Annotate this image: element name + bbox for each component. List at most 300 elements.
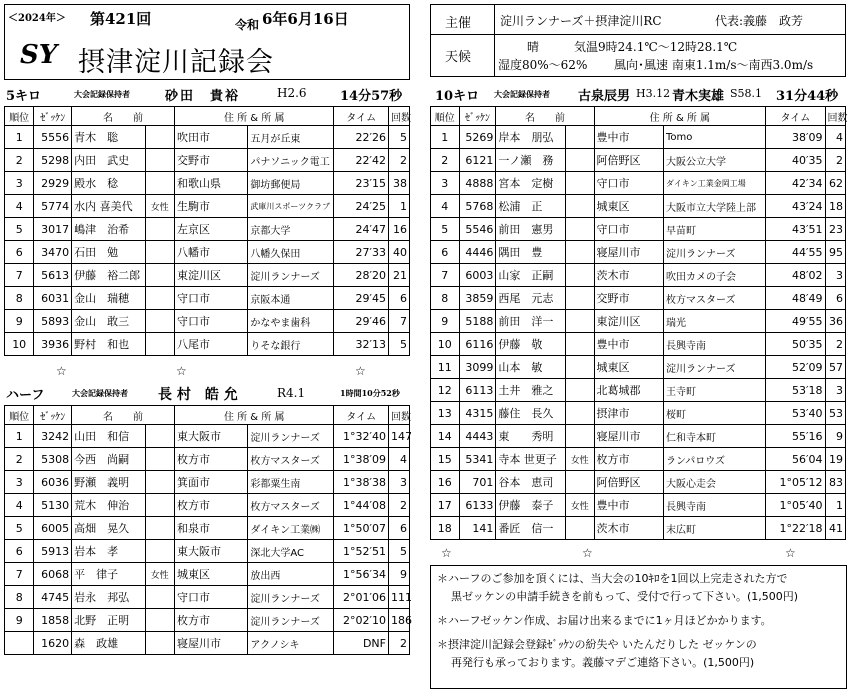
cell-bib: 5546 bbox=[459, 218, 496, 241]
table-row bbox=[431, 172, 846, 195]
cell-note bbox=[565, 218, 594, 241]
column-header-count: 回数 bbox=[825, 107, 846, 126]
table-row bbox=[5, 540, 410, 563]
column-header-name: 名 前 bbox=[72, 406, 175, 425]
cell-bib: 3936 bbox=[34, 333, 72, 356]
cell-time: 29′45 bbox=[334, 287, 389, 310]
cell-time: 42′34 bbox=[766, 172, 825, 195]
cell-count: 7 bbox=[388, 310, 409, 333]
cell-time: 43′51 bbox=[766, 218, 825, 241]
cell-time: 53′40 bbox=[766, 402, 825, 425]
star-1: ☆ bbox=[56, 364, 67, 378]
cell-club: 御坊郵便局 bbox=[248, 172, 334, 195]
cell-rank: 9 bbox=[5, 609, 34, 632]
cell-rank: 4 bbox=[5, 195, 34, 218]
table-row bbox=[431, 264, 846, 287]
edition-year: ＜2024年＞ bbox=[8, 13, 66, 24]
representative: 代表:義藤 政芳 bbox=[715, 14, 804, 28]
cell-name: 西尾 元志 bbox=[496, 287, 566, 310]
header-right-vdivider bbox=[494, 4, 495, 77]
cell-rank: 10 bbox=[431, 333, 460, 356]
cell-club: 長興寺南 bbox=[664, 333, 766, 356]
cell-club: 淀川ランナーズ bbox=[248, 586, 334, 609]
cell-count: 19 bbox=[825, 448, 846, 471]
cell-time: 32′13 bbox=[334, 333, 389, 356]
cell-bib: 3470 bbox=[34, 241, 72, 264]
cell-time: 55′16 bbox=[766, 425, 825, 448]
half-label: ハーフ bbox=[6, 388, 45, 403]
cell-bib: 1620 bbox=[34, 632, 72, 655]
cell-bib: 5269 bbox=[459, 126, 496, 149]
cell-count: 9 bbox=[388, 563, 409, 586]
cell-note bbox=[145, 586, 174, 609]
cell-club: 枚方マスターズ bbox=[248, 494, 334, 517]
table-row bbox=[431, 517, 846, 540]
wind: 風向･風速 南東1.1m/s～南西3.0m/s bbox=[614, 58, 814, 72]
cell-time: 27′33 bbox=[334, 241, 389, 264]
cell-count: 62 bbox=[825, 172, 846, 195]
cell-count: 95 bbox=[825, 241, 846, 264]
cell-rank: 3 bbox=[5, 172, 34, 195]
table-row bbox=[5, 264, 410, 287]
cell-bib: 1858 bbox=[34, 609, 72, 632]
cell-name: 水内 喜美代 bbox=[72, 195, 145, 218]
cell-club: 淀川ランナーズ bbox=[664, 356, 766, 379]
cell-city: 生駒市 bbox=[174, 195, 247, 218]
cell-rank: 8 bbox=[5, 586, 34, 609]
table-row bbox=[431, 356, 846, 379]
header-right-divider bbox=[430, 34, 846, 35]
cell-bib: 5298 bbox=[34, 149, 72, 172]
cell-note: 女性 bbox=[145, 195, 174, 218]
cell-count: 83 bbox=[825, 471, 846, 494]
cell-time: 53′18 bbox=[766, 379, 825, 402]
cell-city: 八幡市 bbox=[174, 241, 247, 264]
cell-note bbox=[565, 172, 594, 195]
cell-count: 111 bbox=[388, 586, 409, 609]
cell-name: 岩永 邦弘 bbox=[72, 586, 145, 609]
cell-club: 五月が丘東 bbox=[248, 126, 334, 149]
cell-name: 平 律子 bbox=[72, 563, 145, 586]
cell-bib: 5768 bbox=[459, 195, 496, 218]
cell-count: 186 bbox=[388, 609, 409, 632]
km10-record-year: H3.12 bbox=[636, 87, 671, 100]
half-record-time: 1時間10分52秒 bbox=[340, 388, 400, 398]
cell-city: 守口市 bbox=[174, 310, 247, 333]
cell-name: 谷本 恵司 bbox=[496, 471, 566, 494]
cell-count: 38 bbox=[388, 172, 409, 195]
cell-name: 岸本 朋弘 bbox=[496, 126, 566, 149]
cell-rank: 5 bbox=[5, 218, 34, 241]
cell-club: 大阪市立大学陸上部 bbox=[664, 195, 766, 218]
cell-club: 末広町 bbox=[664, 517, 766, 540]
cell-name: 今西 尚嗣 bbox=[72, 448, 145, 471]
cell-count: 2 bbox=[388, 494, 409, 517]
star-5: ☆ bbox=[582, 546, 593, 560]
cell-rank: 7 bbox=[431, 264, 460, 287]
cell-bib: 4443 bbox=[459, 425, 496, 448]
table-row bbox=[431, 241, 846, 264]
half-results-table bbox=[4, 405, 410, 655]
table-row bbox=[5, 448, 410, 471]
cell-rank: 6 bbox=[431, 241, 460, 264]
cell-name: 高畑 晃久 bbox=[72, 517, 145, 540]
cell-time: 48′02 bbox=[766, 264, 825, 287]
cell-club: パナソニック電工 bbox=[248, 149, 334, 172]
cell-bib: 3099 bbox=[459, 356, 496, 379]
cell-bib: 6121 bbox=[459, 149, 496, 172]
cell-note bbox=[145, 425, 174, 448]
cell-count: 36 bbox=[825, 310, 846, 333]
cell-time: 1°50′07 bbox=[334, 517, 389, 540]
column-header-name: 名 前 bbox=[496, 107, 594, 126]
cell-club: ダイキン工業金岡工場 bbox=[664, 172, 766, 195]
cell-time: 52′09 bbox=[766, 356, 825, 379]
km10-label: 10キロ bbox=[435, 89, 480, 104]
half-record-year: R4.1 bbox=[277, 386, 306, 400]
cell-bib: 4888 bbox=[459, 172, 496, 195]
cell-count: 41 bbox=[825, 517, 846, 540]
cell-count: 4 bbox=[825, 126, 846, 149]
cell-rank: 11 bbox=[431, 356, 460, 379]
cell-rank: 1 bbox=[5, 425, 34, 448]
cell-note bbox=[565, 149, 594, 172]
cell-bib: 3859 bbox=[459, 287, 496, 310]
cell-count: 5 bbox=[388, 540, 409, 563]
cell-time: 22′26 bbox=[334, 126, 389, 149]
half-record-label: 大会記録保持者 bbox=[72, 388, 128, 398]
cell-club: 長興寺南 bbox=[664, 494, 766, 517]
note-1b: 黒ゼッケンの申請手続きを前もって、受付で行って下さい。(1,500円) bbox=[451, 590, 799, 603]
cell-count: 3 bbox=[825, 379, 846, 402]
star-6: ☆ bbox=[785, 546, 796, 560]
cell-note: 女性 bbox=[565, 494, 594, 517]
column-header-time: タイム bbox=[334, 107, 389, 126]
cell-note bbox=[565, 471, 594, 494]
cell-city: 吹田市 bbox=[174, 126, 247, 149]
table-row bbox=[5, 632, 410, 655]
cell-rank: 6 bbox=[5, 241, 34, 264]
cell-city: 茨木市 bbox=[594, 517, 664, 540]
cell-city: 東大阪市 bbox=[174, 425, 247, 448]
cell-city: 城東区 bbox=[174, 563, 247, 586]
cell-time: 2°01′06 bbox=[334, 586, 389, 609]
cell-bib: 701 bbox=[459, 471, 496, 494]
table-row bbox=[5, 586, 410, 609]
table-row bbox=[5, 609, 410, 632]
cell-name: 伊藤 裕二郎 bbox=[72, 264, 145, 287]
cell-bib: 5130 bbox=[34, 494, 72, 517]
table-row bbox=[5, 471, 410, 494]
cell-name: 土井 雅之 bbox=[496, 379, 566, 402]
cell-name: 嶋津 治希 bbox=[72, 218, 145, 241]
cell-city: 東大阪市 bbox=[174, 540, 247, 563]
cell-rank: 3 bbox=[5, 471, 34, 494]
cell-count: 16 bbox=[388, 218, 409, 241]
cell-city: 守口市 bbox=[594, 172, 664, 195]
cell-note bbox=[565, 310, 594, 333]
table-row bbox=[431, 126, 846, 149]
cell-count: 57 bbox=[825, 356, 846, 379]
table-row bbox=[5, 241, 410, 264]
km5-results-table bbox=[4, 106, 410, 356]
cell-count: 6 bbox=[388, 517, 409, 540]
cell-bib: 6068 bbox=[34, 563, 72, 586]
column-header-bib: ｾﾞｯｹﾝ bbox=[459, 107, 496, 126]
cell-bib: 5774 bbox=[34, 195, 72, 218]
cell-note bbox=[565, 126, 594, 149]
cell-name: 寺本 世更子 bbox=[496, 448, 566, 471]
cell-count: 3 bbox=[388, 471, 409, 494]
cell-count: 2 bbox=[388, 149, 409, 172]
table-row bbox=[431, 149, 846, 172]
cell-rank: 12 bbox=[431, 379, 460, 402]
cell-note: 女性 bbox=[145, 563, 174, 586]
cell-count: 2 bbox=[388, 632, 409, 655]
cell-club: 放出西 bbox=[248, 563, 334, 586]
cell-note: 女性 bbox=[565, 448, 594, 471]
table-row bbox=[5, 126, 410, 149]
cell-city: 北葛城郡 bbox=[594, 379, 664, 402]
cell-name: 野瀬 義明 bbox=[72, 471, 145, 494]
cell-name: 岩本 孝 bbox=[72, 540, 145, 563]
table-row bbox=[431, 425, 846, 448]
cell-note bbox=[565, 241, 594, 264]
cell-rank: 13 bbox=[431, 402, 460, 425]
km10-record-year-2: S58.1 bbox=[730, 87, 763, 100]
cell-club: Tomo bbox=[664, 126, 766, 149]
cell-rank: 2 bbox=[5, 149, 34, 172]
table-row bbox=[431, 310, 846, 333]
cell-city: 枚方市 bbox=[174, 448, 247, 471]
cell-name: 内田 武史 bbox=[72, 149, 145, 172]
cell-note bbox=[565, 287, 594, 310]
km10-record-holder: 古泉辰男 bbox=[578, 89, 631, 104]
cell-bib: 4315 bbox=[459, 402, 496, 425]
star-2: ☆ bbox=[176, 364, 187, 378]
cell-club: 淀川ランナーズ bbox=[248, 264, 334, 287]
column-header-time: タイム bbox=[766, 107, 825, 126]
cell-bib: 6113 bbox=[459, 379, 496, 402]
cell-rank: 7 bbox=[5, 563, 34, 586]
cell-count: 2 bbox=[825, 333, 846, 356]
cell-count: 1 bbox=[388, 195, 409, 218]
organizer-label: 主催 bbox=[445, 16, 472, 31]
cell-rank: 8 bbox=[5, 287, 34, 310]
star-3: ☆ bbox=[355, 364, 366, 378]
page-title: 摂津淀川記録会 bbox=[78, 47, 274, 78]
cell-bib: 5188 bbox=[459, 310, 496, 333]
cell-club: 武庫川スポーツクラブ bbox=[248, 195, 334, 218]
cell-club: ダイキン工業㈱ bbox=[248, 517, 334, 540]
cell-count: 3 bbox=[825, 264, 846, 287]
column-header-bib: ｾﾞｯｹﾝ bbox=[34, 406, 72, 425]
cell-note bbox=[565, 402, 594, 425]
column-header-address: 住 所 & 所 属 bbox=[594, 107, 766, 126]
cell-name: 前田 憲男 bbox=[496, 218, 566, 241]
cell-note bbox=[145, 287, 174, 310]
cell-name: 森 政雄 bbox=[72, 632, 145, 655]
event-date: 6年6月16日 bbox=[262, 10, 349, 28]
column-header-address: 住 所 & 所 属 bbox=[174, 107, 333, 126]
cell-city: 寝屋川市 bbox=[594, 241, 664, 264]
humidity: 湿度80%～62% bbox=[498, 58, 588, 72]
cell-note bbox=[565, 264, 594, 287]
cell-city: 豊中市 bbox=[594, 494, 664, 517]
table-row bbox=[431, 333, 846, 356]
cell-city: 茨木市 bbox=[594, 264, 664, 287]
cell-name: 一ノ瀬 務 bbox=[496, 149, 566, 172]
cell-club: 淀川ランナーズ bbox=[248, 609, 334, 632]
cell-time: 24′25 bbox=[334, 195, 389, 218]
edition-number: 第421回 bbox=[90, 10, 152, 28]
table-row bbox=[431, 471, 846, 494]
cell-bib: 3242 bbox=[34, 425, 72, 448]
table-row bbox=[5, 333, 410, 356]
cell-rank: 10 bbox=[5, 333, 34, 356]
column-header-rank: 順位 bbox=[431, 107, 460, 126]
table-row bbox=[431, 195, 846, 218]
table-row bbox=[431, 402, 846, 425]
cell-city: 豊中市 bbox=[594, 333, 664, 356]
cell-club: 仁和寺本町 bbox=[664, 425, 766, 448]
table-row bbox=[5, 172, 410, 195]
cell-time: 1°52′51 bbox=[334, 540, 389, 563]
table-row bbox=[431, 287, 846, 310]
column-header-rank: 順位 bbox=[5, 107, 34, 126]
column-header-rank: 順位 bbox=[5, 406, 34, 425]
cell-note bbox=[145, 172, 174, 195]
cell-time: 1°22′18 bbox=[766, 517, 825, 540]
star-4: ☆ bbox=[441, 546, 452, 560]
cell-note bbox=[565, 195, 594, 218]
weather-label: 天候 bbox=[445, 50, 472, 65]
table-row bbox=[5, 218, 410, 241]
cell-name: 山家 正嗣 bbox=[496, 264, 566, 287]
km10-record-time: 31分44秒 bbox=[776, 89, 839, 104]
cell-bib: 5913 bbox=[34, 540, 72, 563]
cell-city: 寝屋川市 bbox=[594, 425, 664, 448]
cell-rank: 2 bbox=[431, 149, 460, 172]
cell-city: 東淀川区 bbox=[594, 310, 664, 333]
cell-club: かなやま歯科 bbox=[248, 310, 334, 333]
cell-note bbox=[145, 126, 174, 149]
table-row bbox=[5, 195, 410, 218]
cell-city: 守口市 bbox=[174, 287, 247, 310]
cell-note bbox=[145, 241, 174, 264]
cell-time: 2°02′10 bbox=[334, 609, 389, 632]
column-header-count: 回数 bbox=[388, 406, 409, 425]
cell-rank: 9 bbox=[431, 310, 460, 333]
cell-name: 野村 和也 bbox=[72, 333, 145, 356]
cell-count: 5 bbox=[388, 126, 409, 149]
table-row bbox=[431, 448, 846, 471]
cell-note bbox=[145, 264, 174, 287]
cell-count: 5 bbox=[388, 333, 409, 356]
cell-time: 40′35 bbox=[766, 149, 825, 172]
cell-bib: 5556 bbox=[34, 126, 72, 149]
cell-club: 淀川ランナーズ bbox=[664, 241, 766, 264]
cell-name: 伊藤 敬 bbox=[496, 333, 566, 356]
cell-club: 瑞光 bbox=[664, 310, 766, 333]
cell-time: 1°44′08 bbox=[334, 494, 389, 517]
cell-bib: 6036 bbox=[34, 471, 72, 494]
organizer: 淀川ランナーズ＋摂津淀川RC bbox=[500, 14, 662, 28]
cell-bib: 5613 bbox=[34, 264, 72, 287]
cell-bib: 6133 bbox=[459, 494, 496, 517]
cell-note bbox=[565, 425, 594, 448]
note-2: ＊ハーフゼッケン作成、お届け出来るまでに1ヶ月ほどかかります。 bbox=[437, 614, 772, 627]
cell-rank: 4 bbox=[431, 195, 460, 218]
cell-rank: 8 bbox=[431, 287, 460, 310]
km5-record-year: H2.6 bbox=[277, 86, 307, 100]
column-header-time: タイム bbox=[334, 406, 389, 425]
cell-city: 城東区 bbox=[594, 195, 664, 218]
cell-note bbox=[145, 310, 174, 333]
notes-box bbox=[430, 565, 847, 689]
cell-name: 松浦 正 bbox=[496, 195, 566, 218]
cell-name: 伊藤 泰子 bbox=[496, 494, 566, 517]
cell-name: 番匠 信一 bbox=[496, 517, 566, 540]
table-row bbox=[5, 494, 410, 517]
cell-bib: 3017 bbox=[34, 218, 72, 241]
cell-bib: 4446 bbox=[459, 241, 496, 264]
cell-club: アクノシキ bbox=[248, 632, 334, 655]
cell-count: 40 bbox=[388, 241, 409, 264]
cell-city: 守口市 bbox=[594, 218, 664, 241]
km10-record-holder-2: 青木実雄 bbox=[672, 89, 725, 104]
cell-rank bbox=[5, 632, 34, 655]
cell-club: 大阪心走会 bbox=[664, 471, 766, 494]
note-3b: 再発行も承っております。義藤マデご連絡下さい。(1,500円) bbox=[451, 656, 755, 669]
cell-count: 21 bbox=[388, 264, 409, 287]
note-3a: ＊摂津淀川記録会登録ｾﾞｯｹﾝの紛失や いたんだりした ゼッケンの bbox=[437, 638, 757, 651]
cell-club: 彩都粟生南 bbox=[248, 471, 334, 494]
cell-note bbox=[565, 379, 594, 402]
cell-time: 1°56′34 bbox=[334, 563, 389, 586]
cell-name: 金山 瑞穂 bbox=[72, 287, 145, 310]
cell-name: 北野 正明 bbox=[72, 609, 145, 632]
cell-rank: 9 bbox=[5, 310, 34, 333]
cell-club: 王寺町 bbox=[664, 379, 766, 402]
table-header-row bbox=[431, 107, 846, 126]
table-row bbox=[431, 494, 846, 517]
km5-record-time: 14分57秒 bbox=[340, 89, 403, 104]
cell-count: 53 bbox=[825, 402, 846, 425]
table-row bbox=[5, 563, 410, 586]
cell-club: 深北大学AC bbox=[248, 540, 334, 563]
cell-time: 29′46 bbox=[334, 310, 389, 333]
cell-bib: 6003 bbox=[459, 264, 496, 287]
cell-bib: 2929 bbox=[34, 172, 72, 195]
cell-note bbox=[145, 448, 174, 471]
cell-time: 1°32′40 bbox=[334, 425, 389, 448]
cell-note bbox=[145, 517, 174, 540]
cell-time: 1°05′12 bbox=[766, 471, 825, 494]
km10-record-label: 大会記録保持者 bbox=[494, 89, 550, 99]
cell-city: 交野市 bbox=[174, 149, 247, 172]
cell-note bbox=[565, 517, 594, 540]
cell-city: 阿倍野区 bbox=[594, 149, 664, 172]
cell-rank: 15 bbox=[431, 448, 460, 471]
cell-time: 23′15 bbox=[334, 172, 389, 195]
cell-note bbox=[145, 540, 174, 563]
cell-name: 青木 聡 bbox=[72, 126, 145, 149]
cell-city: 摂津市 bbox=[594, 402, 664, 425]
table-header-row bbox=[5, 107, 410, 126]
cell-city: 守口市 bbox=[174, 586, 247, 609]
table-row bbox=[5, 517, 410, 540]
